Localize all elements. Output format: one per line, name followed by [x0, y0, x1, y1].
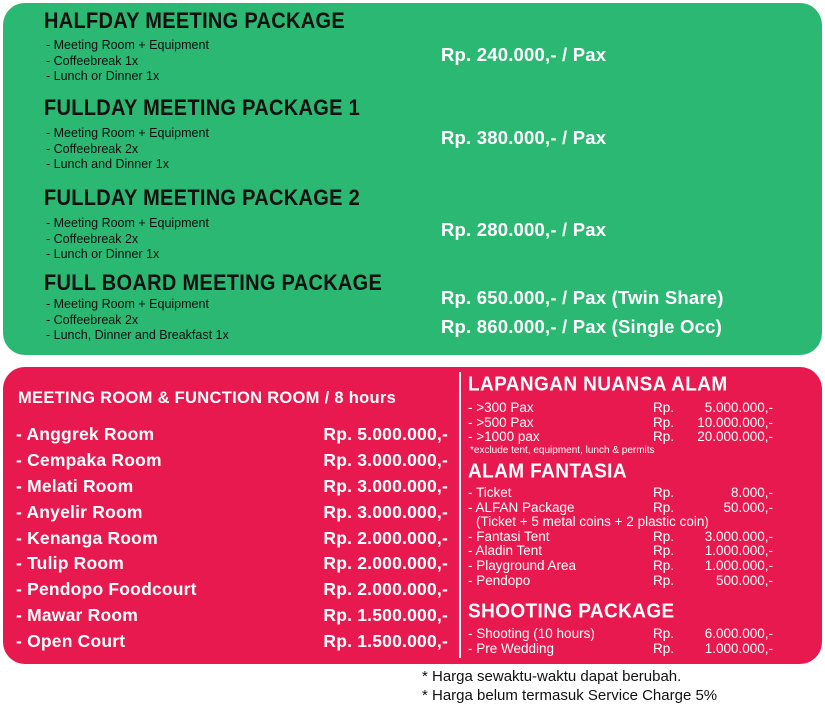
price-value: 1.000.000,- [704, 557, 773, 573]
price-value: 50.000,- [723, 499, 773, 515]
price-currency: Rp. [653, 499, 675, 515]
package-item: - Meeting Room + Equipment [46, 297, 209, 311]
price-value: 1.000.000,- [704, 640, 773, 656]
price-row [468, 574, 773, 589]
price-row [468, 416, 773, 431]
room-row [16, 448, 448, 474]
room-name: - Kenanga Room [16, 527, 158, 548]
room-price: Rp. 1.500.000,- [323, 630, 448, 651]
package-item: - Coffeebreak 1x [46, 53, 139, 68]
price-row [468, 544, 773, 559]
room-row [16, 603, 448, 629]
package-price-single: Rp. 860.000,- / Pax (Single Occ) [441, 316, 722, 337]
price-label: - >500 Pax [468, 414, 534, 430]
package-item: - Lunch and Dinner 1x [46, 157, 169, 171]
package-item: - Lunch or Dinner 1x [46, 69, 160, 83]
room-name: - Anyelir Room [16, 501, 143, 522]
room-price: Rp. 2.000.000,- [323, 553, 448, 574]
price-row [468, 486, 773, 501]
function-room-list [16, 422, 448, 654]
shooting-title: SHOOTING PACKAGE [468, 600, 675, 623]
footnote: * Harga sewaktu-waktu dapat berubah. [422, 668, 682, 685]
room-name: - Cempaka Room [16, 450, 162, 471]
price-currency: Rp. [653, 429, 675, 445]
price-value: 8.000,- [730, 485, 773, 500]
price-label: - Fantasi Tent [468, 528, 550, 544]
room-name: - Tulip Room [16, 553, 125, 574]
room-price: Rp. 2.000.000,- [323, 579, 448, 600]
package-title: FULLDAY MEETING PACKAGE 2 [44, 186, 361, 211]
package-title: FULL BOARD MEETING PACKAGE [44, 271, 383, 296]
room-name: - Open Court [16, 630, 126, 651]
price-value: 20.000.000,- [697, 429, 773, 445]
price-row [468, 559, 773, 574]
room-name: - Melati Room [16, 475, 134, 496]
price-row [468, 501, 773, 516]
price-label: - Pendopo [468, 572, 531, 588]
price-value: 1.000.000,- [704, 543, 773, 559]
package-price: Rp. 380.000,- / Pax [441, 127, 607, 148]
room-price: Rp. 3.000.000,- [323, 475, 448, 496]
column-divider [459, 372, 461, 658]
room-name: - Mawar Room [16, 604, 138, 625]
price-label: - Playground Area [468, 557, 577, 573]
room-price: Rp. 3.000.000,- [323, 450, 448, 471]
package-detail: (Ticket + 5 metal coins + 2 plastic coin) [476, 514, 709, 530]
alam-fantasia-list [468, 486, 773, 588]
package-title: FULLDAY MEETING PACKAGE 1 [44, 96, 361, 121]
package-price-twin: Rp. 650.000,- / Pax (Twin Share) [441, 287, 724, 308]
package-item: - Coffeebreak 2x [46, 312, 139, 327]
room-price: Rp. 5.000.000,- [323, 424, 448, 445]
package-item: - Meeting Room + Equipment [46, 126, 209, 140]
price-value: 5.000.000,- [704, 400, 773, 415]
package-price: Rp. 280.000,- / Pax [441, 219, 607, 240]
price-value: 500.000,- [715, 572, 773, 588]
room-row [16, 474, 448, 500]
package-detail-row [468, 515, 773, 530]
price-value: 6.000.000,- [704, 626, 773, 641]
package-title: HALFDAY MEETING PACKAGE [44, 9, 346, 34]
price-row [468, 530, 773, 545]
package-item: - Lunch or Dinner 1x [46, 247, 160, 261]
footnote: * Harga belum termasuk Service Charge 5% [422, 687, 718, 704]
price-label: - >300 Pax [468, 400, 534, 415]
price-label: - Pre Wedding [468, 640, 555, 656]
package-items [46, 216, 209, 263]
package-item: - Coffeebreak 2x [46, 231, 139, 246]
price-row [468, 627, 773, 642]
lapangan-list [468, 401, 773, 456]
price-currency: Rp. [653, 414, 675, 430]
price-currency: Rp. [653, 626, 675, 641]
price-currency: Rp. [653, 400, 675, 415]
room-row [16, 628, 448, 654]
function-room-header: MEETING ROOM & FUNCTION ROOM / 8 hours [18, 389, 397, 407]
shooting-list [468, 627, 773, 656]
price-currency: Rp. [653, 528, 675, 544]
price-currency: Rp. [653, 557, 675, 573]
package-items [46, 297, 229, 344]
package-items [46, 126, 209, 173]
package-item: - Meeting Room + Equipment [46, 216, 209, 230]
price-currency: Rp. [653, 572, 675, 588]
room-row [16, 499, 448, 525]
price-row [468, 642, 773, 657]
alam-fantasia-title: ALAM FANTASIA [468, 460, 627, 483]
price-label: - ALFAN Package [468, 499, 575, 515]
room-row [16, 422, 448, 448]
package-items [46, 38, 209, 85]
package-price: Rp. 240.000,- / Pax [441, 44, 607, 65]
room-price: Rp. 2.000.000,- [323, 527, 448, 548]
price-label: - Ticket [468, 485, 512, 500]
room-row [16, 551, 448, 577]
lapangan-note: *exclude tent, equipment, lunch & permits [470, 444, 655, 456]
room-name: - Anggrek Room [16, 424, 155, 445]
price-currency: Rp. [653, 485, 675, 500]
package-item: - Meeting Room + Equipment [46, 38, 209, 52]
price-value: 10.000.000,- [697, 414, 773, 430]
price-row [468, 401, 773, 416]
price-currency: Rp. [653, 543, 675, 559]
room-price: Rp. 1.500.000,- [323, 604, 448, 625]
package-item: - Coffeebreak 2x [46, 141, 139, 156]
price-label: - Aladin Tent [468, 543, 543, 559]
room-row [16, 525, 448, 551]
price-row [468, 430, 773, 445]
room-name: - Pendopo Foodcourt [16, 579, 197, 600]
price-currency: Rp. [653, 640, 675, 656]
room-row [16, 577, 448, 603]
footnotes [422, 667, 717, 705]
price-label: - Shooting (10 hours) [468, 626, 595, 641]
price-value: 3.000.000,- [704, 528, 773, 544]
room-price: Rp. 3.000.000,- [323, 501, 448, 522]
lapangan-title: LAPANGAN NUANSA ALAM [468, 373, 728, 396]
price-label: - >1000 pax [468, 429, 540, 445]
package-item: - Lunch, Dinner and Breakfast 1x [46, 328, 229, 342]
